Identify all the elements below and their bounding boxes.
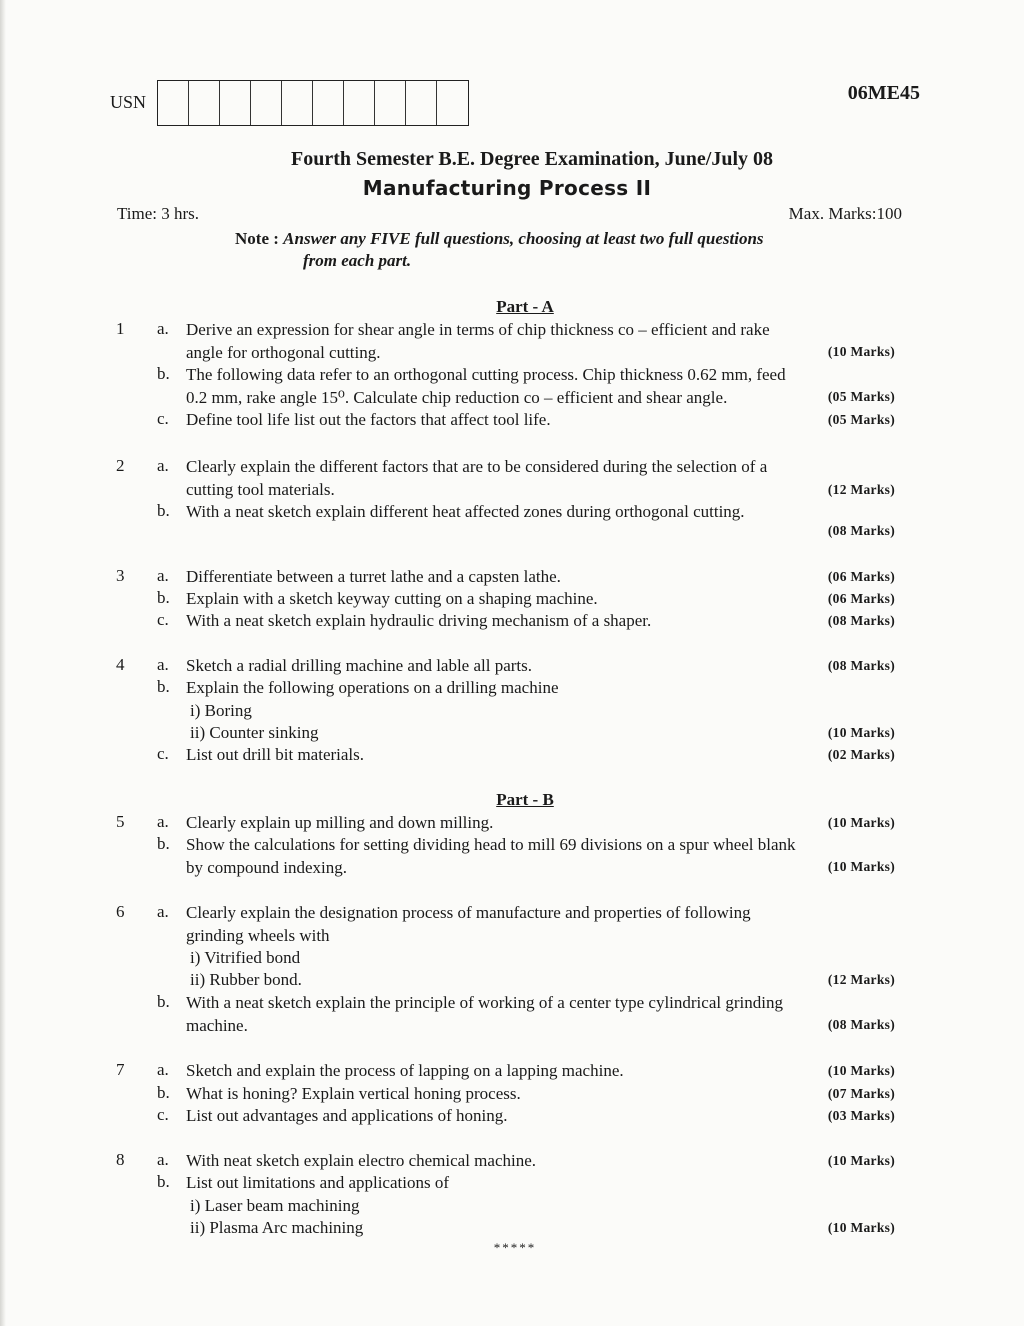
marks: (12 Marks) bbox=[827, 482, 895, 497]
question-text: Sketch a radial drilling machine and lable all parts. bbox=[186, 656, 533, 675]
usn-box bbox=[282, 81, 313, 125]
question-text: List out drill bit materials. bbox=[186, 745, 365, 764]
marks: (05 Marks) bbox=[827, 389, 895, 404]
subquestion-label: b. bbox=[157, 1083, 170, 1102]
text-line: Show the calculations for setting dividing head to mill 69 divisions on a spur wheel blank bbox=[186, 835, 796, 854]
subquestion-label: b. bbox=[157, 364, 170, 383]
subquestion-label: a. bbox=[157, 902, 169, 921]
marks: (06 Marks) bbox=[827, 591, 895, 606]
note-label: Note : bbox=[235, 229, 279, 248]
question-text: What is honing? Explain vertical honing process. bbox=[186, 1084, 521, 1103]
subquestion-label: b. bbox=[157, 834, 170, 853]
question-text bbox=[186, 319, 896, 364]
subquestion-label: c. bbox=[157, 610, 169, 629]
usn-box bbox=[406, 81, 437, 125]
marks: (05 Marks) bbox=[827, 412, 895, 427]
subquestion-label: b. bbox=[157, 677, 170, 696]
question-text: Differentiate between a turret lathe and a capsten lathe. bbox=[186, 567, 561, 586]
note-line: from each part. bbox=[303, 251, 412, 270]
marks: (03 Marks) bbox=[827, 1108, 895, 1123]
text-line: Clearly explain the different factors that are to be considered during the selection of a bbox=[186, 457, 768, 476]
sub-item: i) Boring bbox=[190, 701, 252, 720]
subquestion-label: b. bbox=[157, 501, 170, 520]
marks: (08 Marks) bbox=[827, 1017, 895, 1032]
subquestion-label: b. bbox=[157, 588, 170, 607]
question-number: 2 bbox=[116, 456, 125, 475]
subquestion-label: c. bbox=[157, 1105, 169, 1124]
question-text: List out advantages and applications of honing. bbox=[186, 1106, 508, 1125]
marks: (10 Marks) bbox=[827, 725, 895, 740]
question-text: With a neat sketch explain different heat affected zones during orthogonal cutting. bbox=[186, 502, 745, 521]
sub-item: i) Laser beam machining bbox=[190, 1196, 360, 1215]
text-line: The following data refer to an orthogonal cutting process. Chip thickness 0.62 mm, feed bbox=[186, 365, 786, 384]
question-text: Clearly explain up milling and down milling. bbox=[186, 813, 494, 832]
usn-box bbox=[344, 81, 375, 125]
question-number: 6 bbox=[116, 902, 125, 921]
marks: (12 Marks) bbox=[827, 972, 895, 987]
usn-box bbox=[251, 81, 282, 125]
subquestion-label: a. bbox=[157, 1150, 169, 1169]
text-line: With a neat sketch explain the principle of working of a center type cylindrical grinding bbox=[186, 993, 783, 1012]
subquestion-label: a. bbox=[157, 812, 169, 831]
marks: (08 Marks) bbox=[827, 658, 895, 673]
question-text bbox=[186, 834, 896, 879]
question-text bbox=[186, 364, 896, 409]
sub-item: ii) Plasma Arc machining bbox=[190, 1218, 364, 1237]
text-line: Derive an expression for shear angle in terms of chip thickness co – efficient and rake bbox=[186, 320, 770, 339]
text-line: grinding wheels with bbox=[186, 925, 330, 945]
subquestion-label: a. bbox=[157, 566, 169, 585]
subquestion-label: b. bbox=[157, 1172, 170, 1191]
marks: (06 Marks) bbox=[827, 569, 895, 584]
sub-item: ii) Counter sinking bbox=[190, 723, 319, 742]
paper-code: 06ME45 bbox=[847, 82, 920, 104]
usn-label: USN bbox=[110, 92, 147, 112]
text-line: cutting tool materials. bbox=[186, 479, 335, 499]
marks: (10 Marks) bbox=[827, 815, 895, 830]
subquestion-label: b. bbox=[157, 992, 170, 1011]
usn-box bbox=[158, 81, 189, 125]
question-text bbox=[186, 992, 896, 1037]
marks: (10 Marks) bbox=[827, 1063, 895, 1078]
question-text: With neat sketch explain electro chemical machine. bbox=[186, 1151, 537, 1170]
subquestion-label: a. bbox=[157, 1060, 169, 1079]
subquestion-label: c. bbox=[157, 744, 169, 763]
marks: (02 Marks) bbox=[827, 747, 895, 762]
time-allowed: Time: 3 hrs. bbox=[117, 204, 200, 223]
instructions-note bbox=[235, 228, 905, 272]
part-a-heading: Part - A bbox=[496, 297, 554, 316]
usn-entry-boxes bbox=[157, 80, 469, 126]
question-text: List out limitations and applications of bbox=[186, 1173, 449, 1192]
usn-box bbox=[313, 81, 344, 125]
question-number: 7 bbox=[116, 1060, 125, 1079]
usn-box bbox=[437, 81, 468, 125]
question-text: Explain with a sketch keyway cutting on a shaping machine. bbox=[186, 589, 598, 608]
marks: (08 Marks) bbox=[827, 523, 895, 538]
end-of-paper-mark: ***** bbox=[493, 1240, 537, 1255]
usn-box bbox=[375, 81, 406, 125]
question-number: 3 bbox=[116, 566, 125, 585]
question-text bbox=[186, 456, 896, 501]
max-marks: Max. Marks:100 bbox=[788, 204, 902, 223]
question-number: 4 bbox=[116, 655, 125, 674]
marks: (10 Marks) bbox=[827, 859, 895, 874]
note-line: Answer any FIVE full questions, choosing at least two full questions bbox=[283, 229, 764, 248]
text-line: angle for orthogonal cutting. bbox=[186, 342, 381, 362]
exam-title: Fourth Semester B.E. Degree Examination, June/July 08 bbox=[290, 148, 774, 170]
marks: (07 Marks) bbox=[827, 1086, 895, 1101]
marks: (10 Marks) bbox=[827, 1153, 895, 1168]
text-line: 0.2 mm, rake angle 15⁰. Calculate chip reduction co – efficient and shear angle. bbox=[186, 387, 728, 407]
subquestion-label: a. bbox=[157, 456, 169, 475]
subject-title: Manufacturing Process II bbox=[362, 176, 652, 200]
subquestion-label: a. bbox=[157, 319, 169, 338]
usn-box bbox=[220, 81, 251, 125]
question-number: 8 bbox=[116, 1150, 125, 1169]
sub-item: ii) Rubber bond. bbox=[190, 970, 302, 989]
marks: (10 Marks) bbox=[827, 1220, 895, 1235]
marks: (10 Marks) bbox=[827, 344, 895, 359]
part-b-heading: Part - B bbox=[496, 790, 554, 809]
marks: (08 Marks) bbox=[827, 613, 895, 628]
sub-item: i) Vitrified bond bbox=[190, 948, 301, 967]
question-text: With a neat sketch explain hydraulic driving mechanism of a shaper. bbox=[186, 611, 652, 630]
question-text: Explain the following operations on a drilling machine bbox=[186, 678, 559, 697]
text-line: machine. bbox=[186, 1015, 248, 1035]
usn-box bbox=[189, 81, 220, 125]
text-line: Clearly explain the designation process of manufacture and properties of following bbox=[186, 903, 751, 922]
question-text: Define tool life list out the factors that affect tool life. bbox=[186, 410, 551, 429]
question-number: 5 bbox=[116, 812, 125, 831]
subquestion-label: c. bbox=[157, 409, 169, 428]
text-line: by compound indexing. bbox=[186, 857, 348, 877]
question-text bbox=[186, 902, 896, 947]
question-text: Sketch and explain the process of lapping on a lapping machine. bbox=[186, 1061, 624, 1080]
question-number: 1 bbox=[116, 319, 125, 338]
subquestion-label: a. bbox=[157, 655, 169, 674]
